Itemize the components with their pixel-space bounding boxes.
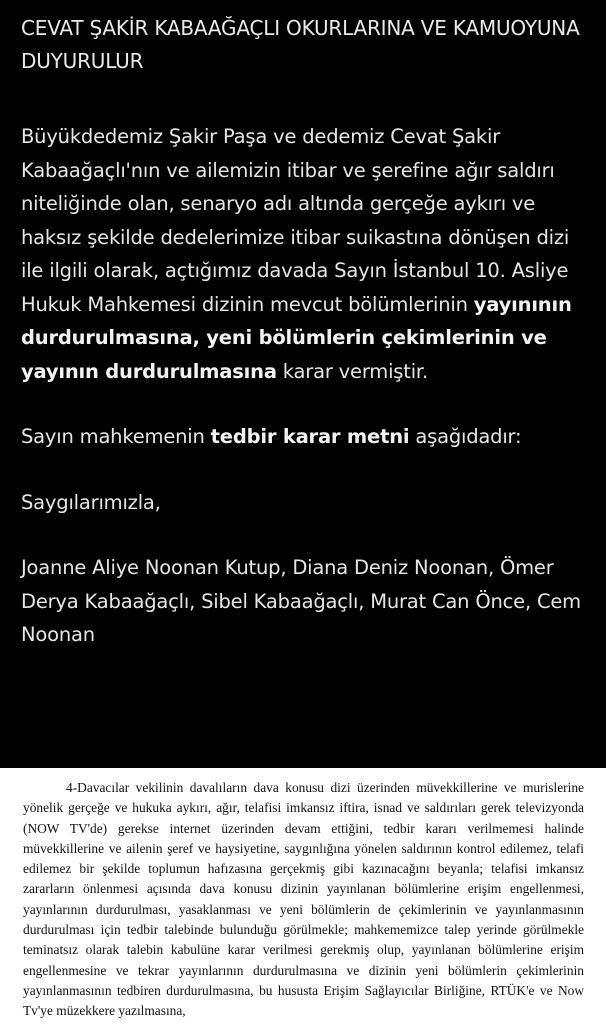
notice-bold-text: tedbir karar metni (210, 425, 410, 448)
notice-post-text: aşağıdadır: (409, 425, 522, 448)
body-bold-text: yayınının durdurulmasına, yeni bölümlerin çekimlerinin ve yayının durdurulmasına (21, 292, 572, 383)
announcement-title: CEVAT ŞAKİR KABAAĞAÇLI OKURLARINA VE KAMUOYUNA DUYURULUR (21, 16, 580, 73)
announcement-body (21, 120, 590, 388)
closing-line: Saygılarımızla, (21, 490, 161, 514)
court-decision-text: 4-Davacılar vekilinin davalıların dava konusu dizi üzerinden müvekkillerine ve murislerine yönelik gerçeğe ve hukuka aykırı, ağır, telafisi imkansız iftira, isnad ve saldırıları gerek televizyonda (NOW TV'de) gerekse internet üzerinden devam ettiğini, tedbir kararı verilmemesi halinde müvekkillerine ve ailenin şeref ve haysiyetine, saygınlığına yönelen saldırının kontrol edilemez, telafi edilemez bir şekilde toplumun hafızasına gerçekmiş gibi kazınacağını beyanla; telafisi imkansız zararların önlenmesi açısında dava konusu dizinin yayınlanan bölümlerine erişim engellenmesi, yayınlarının durdurulması, yasaklanması ve yeni bölümlerin de çekimlerinin ve yayınlanmasının durdurulması için tedbir talebinde bulunduğu görülmekle; mahkememizce talep yerinde görülmekle teminatsız olarak talebin kabulüne karar verilmesi gerekmiş olup, yayınlanan bölümlerine erişim engellenmesine ve tekrar yayınlarının durdurulmasına ve dizinin yeni bölümlerin çekimlerinin yayınlanmasının tedbiren durdurulmasına, bu hususta Erişim Sağlayıcılar Birliğine, RTÜK'e ve Now Tv'ye müzekkere yazılmasına, (23, 780, 584, 1019)
notice-line (21, 420, 590, 454)
notice-pre-text: Sayın mahkemenin (21, 425, 211, 448)
body-intro-text: Büyükdedemiz Şakir Paşa ve dedemiz Cevat Şakir Kabaağaçlı'nın ve ailemizin itibar ve şerefine ağır saldırı niteliğinde olan, senaryo adı altında gerçeğe aykırı ve haksız şekilde dedelerimize itibar suikastına dönüşen dizi ile ilgili olarak, açtığımız davada Sayın İstanbul 10. Asliye Hukuk Mahkemesi dizinin mevcut bölümlerinin (21, 125, 570, 316)
signatories: Joanne Aliye Noonan Kutup, Diana Deniz Noonan, Ömer Derya Kabaağaçlı, Sibel Kabaağaçlı, Murat Can Önce, Cem Noonan (21, 556, 581, 646)
body-outro-text: karar vermiştir. (276, 359, 428, 383)
court-decision-excerpt (0, 768, 606, 1024)
